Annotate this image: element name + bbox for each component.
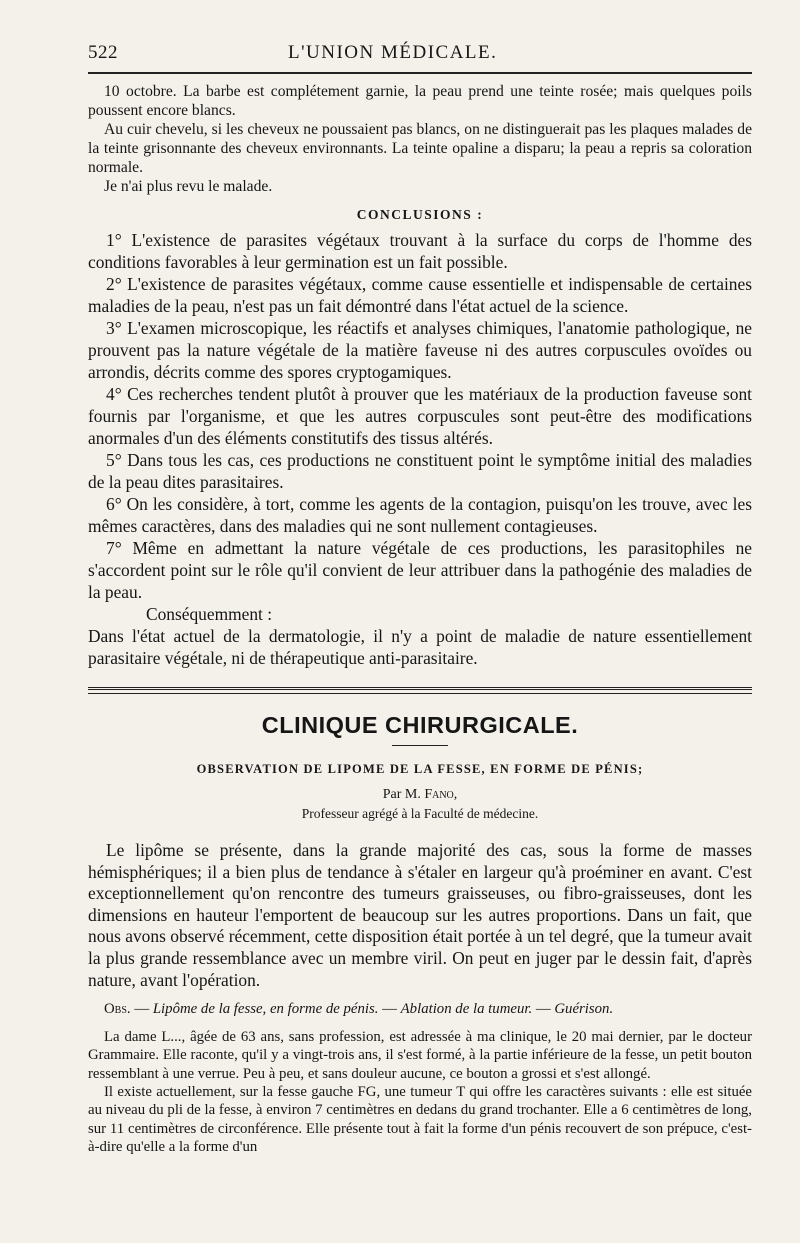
conclusion-item: 7° Même en admettant la nature végétale de ces productions, les parasitophiles ne s'accordent point sur le rôle qu'il convient de leur attribuer dans la pathogénie des maladies de la peau. xyxy=(88,538,752,602)
author-name: Fano xyxy=(424,787,454,802)
conclusion-item: 5° Dans tous les cas, ces productions ne constituent point le symptôme initial des maladies de la peau dites parasitaires. xyxy=(88,450,752,492)
observation-line xyxy=(88,1001,752,1018)
paragraph: Le lipôme se présente, dans la grande majorité des cas, sous la forme de masses hémisphériques; il a bien plus de tendance à s'étaler en largeur qu'à proéminer en avant. C'est exceptionnellement qu'on rencontre des tumeurs graisseuses, ou fibro-graisseuses, dont les dimensions en hauteur l'emportent de beaucoup sur les autres proportions. Dans un fait, que nous avons observé récemment, cette disposition était portée à un tel degré, que la tumeur avait la plus grande ressemblance avec un membre viril. On peut en juger par le dessin fait, d'après nature, avant l'opération. xyxy=(88,840,752,990)
observation-title: OBSERVATION DE LIPOME DE LA FESSE, EN FORME DE PÉNIS; xyxy=(196,762,644,776)
dash: — xyxy=(130,1001,153,1018)
section-divider xyxy=(88,687,752,694)
final-conclusion: Dans l'état actuel de la dermatologie, il n'y a point de maladie de nature essentiellement parasitaire végétale, ni de thérapeutique anti-parasitaire. xyxy=(88,626,752,668)
author-suffix: , xyxy=(453,787,458,802)
title-underline xyxy=(392,745,448,746)
journal-title: L'UNION MÉDICALE. xyxy=(288,42,498,63)
header-rule xyxy=(88,72,752,74)
obs-treatment: Ablation de la tumeur. xyxy=(400,1001,533,1018)
running-head xyxy=(88,42,752,64)
dash: — xyxy=(378,1001,401,1018)
paragraph: Je n'ai plus revu le malade. xyxy=(104,178,273,195)
section-title: CLINIQUE CHIRURGICALE. xyxy=(261,712,579,738)
obs-outcome: Guérison. xyxy=(554,1001,614,1018)
conclusion-item: 2° L'existence de parasites végétaux, comme cause essentielle et indispensable de certaines maladies de la peau, n'est pas un fait démontré dans l'état actuel de la science. xyxy=(88,274,752,316)
conclusion-item: 1° L'existence de parasites végétaux trouvant à la surface du corps de l'homme des conditions favorables à leur germination est un fait possible. xyxy=(88,230,752,272)
case-end-text xyxy=(88,82,752,196)
dash: — xyxy=(532,1001,555,1018)
paragraph: Au cuir chevelu, si les cheveux ne poussaient pas blancs, on ne distinguerait pas les plaques malades de la teinte grisonnante des cheveux environnants. La teinte opaline a disparu; la peau a repris sa coloration normale. xyxy=(88,121,752,176)
intro-text xyxy=(88,840,752,991)
author-line xyxy=(88,787,752,803)
paragraph: La dame L..., âgée de 63 ans, sans profession, est adressée à ma clinique, le 20 mai dernier, par le docteur Grammaire. Elle raconte, qu'il y a vingt-trois ans, il s'est formé, à la partie inférieure de la fesse, un petit bouton ressemblant à une verrue. Peu à peu, et sans douleur aucune, ce bouton a grossi et s'est allongé. xyxy=(88,1029,752,1082)
paragraph: 10 octobre. La barbe est complétement garnie, la peau prend une teinte rosée; mais quelques poils poussent encore blancs. xyxy=(88,83,752,119)
conclusions-list xyxy=(88,229,752,669)
obs-subject: Lipôme de la fesse, en forme de pénis. xyxy=(152,1001,379,1018)
paragraph: Il existe actuellement, sur la fesse gauche FG, une tumeur T qui offre les caractères suivants : elle est située au niveau du pli de la fesse, à environ 7 centimètres en dedans du grand trochanter. Elle a 6 centimètres de long, sur 11 centimètres de circonférence. Elle présente tout à fait la forme d'un pénis recouvert de son prépuce, c'est-à-dire qu'elle a la forme d'un xyxy=(88,1084,752,1155)
page-number: 522 xyxy=(88,42,118,63)
consequently-line: Conséquemment : xyxy=(146,604,273,624)
author-role: Professeur agrégé à la Faculté de médecine. xyxy=(301,806,539,821)
case-text xyxy=(88,1028,752,1156)
conclusion-item: 3° L'examen microscopique, les réactifs et analyses chimiques, l'anatomie pathologique, ne prouvent pas la nature végétale de la matière faveuse ni des autres corpuscules ovoïdes ou arrondis, décrits comme des spores cryptogamiques. xyxy=(88,318,752,382)
conclusions-heading: CONCLUSIONS : xyxy=(356,207,484,222)
obs-label: Obs. xyxy=(104,1001,131,1018)
conclusion-item: 6° On les considère, à tort, comme les agents de la contagion, puisqu'on les trouve, avec les mêmes caractères, dans des maladies qui ne sont nullement contagieuses. xyxy=(88,494,752,536)
author-prefix: Par M. xyxy=(382,787,421,802)
conclusion-item: 4° Ces recherches tendent plutôt à prouver que les matériaux de la production faveuse sont fournis par l'organisme, et que les autres corpuscules sont peut-être des modifications anormales d'un des éléments constitutifs des tissus altérés. xyxy=(88,384,752,448)
